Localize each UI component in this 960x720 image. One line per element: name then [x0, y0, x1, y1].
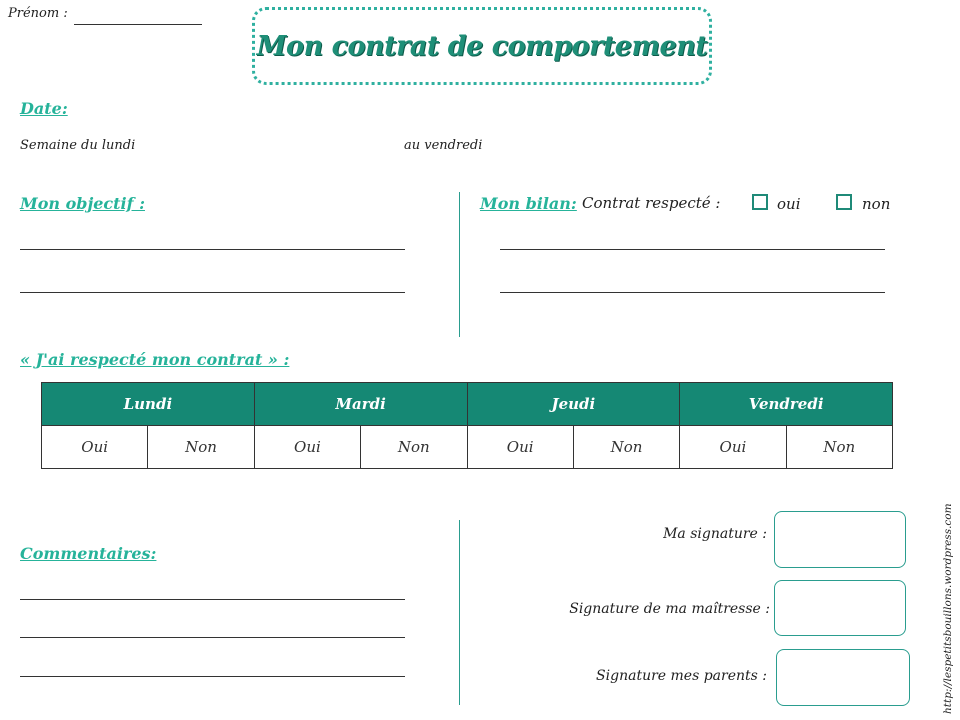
comments-line-3[interactable]: [20, 676, 405, 677]
review-line-1[interactable]: [500, 249, 885, 250]
table-row: [42, 426, 893, 469]
parents-signature-box[interactable]: [776, 649, 910, 706]
my-signature-box[interactable]: [774, 511, 906, 568]
review-heading: Mon bilan:: [480, 194, 577, 213]
objective-line-2[interactable]: [20, 292, 405, 293]
title-box: [252, 7, 712, 85]
teacher-signature-label: Signature de ma maîtresse :: [569, 601, 770, 617]
comments-line-2[interactable]: [20, 637, 405, 638]
checkbox-no[interactable]: [836, 194, 852, 210]
thursday-no-cell[interactable]: Non: [573, 426, 679, 469]
day-header-friday: Vendredi: [680, 383, 893, 426]
prenom-line[interactable]: [74, 24, 202, 25]
vertical-divider-top: [459, 192, 460, 337]
prenom-label: Prénom :: [8, 6, 68, 21]
option-no-label: non: [862, 195, 891, 213]
tuesday-no-cell[interactable]: Non: [361, 426, 467, 469]
friday-yes-cell[interactable]: Oui: [680, 426, 786, 469]
table-header-row: [42, 383, 893, 426]
tuesday-yes-cell[interactable]: Oui: [254, 426, 360, 469]
day-header-thursday: Jeudi: [467, 383, 680, 426]
objective-line-1[interactable]: [20, 249, 405, 250]
week-start-label: Semaine du lundi: [20, 138, 136, 153]
review-line-2[interactable]: [500, 292, 885, 293]
friday-no-cell[interactable]: Non: [786, 426, 892, 469]
page-title: Mon contrat de comportement: [256, 30, 708, 62]
parents-signature-label: Signature mes parents :: [596, 668, 767, 684]
comments-line-1[interactable]: [20, 599, 405, 600]
option-yes-label: oui: [777, 195, 801, 213]
date-heading: Date:: [20, 99, 68, 118]
my-signature-label: Ma signature :: [663, 526, 767, 542]
comments-heading: Commentaires:: [20, 544, 157, 563]
week-table: [41, 382, 893, 469]
monday-yes-cell[interactable]: Oui: [42, 426, 148, 469]
day-header-monday: Lundi: [42, 383, 255, 426]
respected-heading: « J'ai respecté mon contrat » :: [20, 350, 290, 369]
day-header-tuesday: Mardi: [254, 383, 467, 426]
site-url: http://lespetitsbouillons.wordpress.com: [942, 503, 954, 714]
week-end-label: au vendredi: [404, 138, 483, 153]
contract-respected-label: Contrat respecté :: [582, 194, 721, 212]
objective-heading: Mon objectif :: [20, 194, 145, 213]
checkbox-yes[interactable]: [752, 194, 768, 210]
vertical-divider-bottom: [459, 520, 460, 705]
monday-no-cell[interactable]: Non: [148, 426, 254, 469]
teacher-signature-box[interactable]: [774, 580, 906, 636]
thursday-yes-cell[interactable]: Oui: [467, 426, 573, 469]
